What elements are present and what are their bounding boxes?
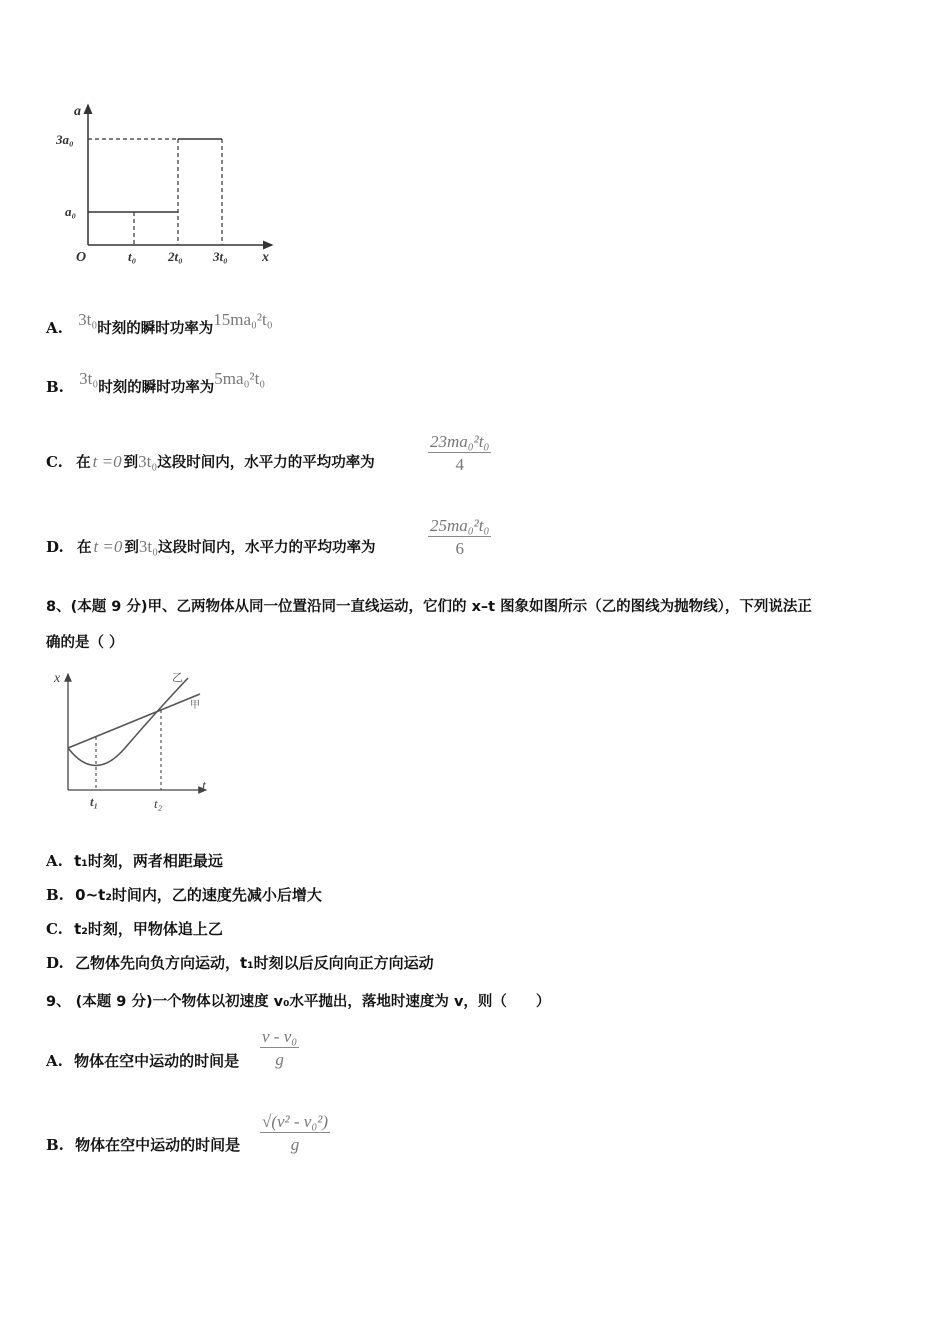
fraction-numerator: v - v₀ [262,1027,298,1046]
fraction-q9a [260,1027,299,1070]
prefix-text: 在 [76,540,92,556]
fraction-denominator: 6 [455,539,464,558]
x-axis-label: t [202,779,206,794]
option-letter: A. [46,319,63,337]
tick-t0: t₀ [128,249,137,264]
q9-option-b[interactable] [46,1135,240,1155]
q8-option-d[interactable] [46,953,434,973]
time-expr: 3t₀ [78,310,98,329]
label-jia: 甲 [190,700,200,711]
power-expr: 15ma₀²t₀ [213,310,273,329]
option-text: 0~t₂时间内，乙的速度先减小后增大 [75,886,322,904]
to-text: 到 [124,540,139,556]
tick-a0: a₀ [65,204,77,219]
q8-option-c[interactable] [46,919,223,939]
time-expr: 3t₀ [79,369,99,388]
fraction-q9b [260,1112,330,1155]
option-letter: C. [46,453,63,471]
xt-graph [50,668,220,813]
x-axis-label: x [262,250,269,265]
q8-option-a[interactable] [46,851,223,871]
q8-option-b[interactable] [46,885,322,905]
option-text: 时刻的瞬时功率为 [97,321,214,337]
q9-stem: 9、 (本题 9 分)一个物体以初速度 v₀水平抛出，落地时速度为 v，则（ ） [46,994,551,1010]
tick-3t0: 3t₀ [213,249,228,264]
option-letter: C. [46,920,63,938]
tick-3a0: 3a₀ [56,132,74,147]
fraction-denominator: g [290,1135,300,1154]
tick-t1: t₁ [90,794,99,809]
option-letter: B. [46,1136,64,1154]
origin-label: O [76,250,87,265]
fraction-c [428,432,491,475]
power-expr: 5ma₀²t₀ [214,369,266,388]
label-yi: 乙 [172,671,183,684]
option-text: t₂时刻，甲物体追上乙 [74,920,223,938]
t-equals-zero: t =0 [92,452,122,471]
line-jia [68,694,200,748]
q7-option-c[interactable] [46,452,375,473]
y-axis-label: x [54,671,61,686]
fraction-numerator: √(v² - v₀²) [262,1112,329,1131]
fraction-numerator: 23ma₀²t₀ [430,432,490,451]
option-text: 物体在空中运动的时间是 [74,1052,240,1070]
tick-2t0: 2t₀ [168,249,183,264]
option-letter: B. [46,378,64,396]
q8-stem-line2: 确的是（ ） [46,635,124,651]
q9-option-a[interactable] [46,1051,239,1071]
option-text: 时刻的瞬时功率为 [98,380,215,396]
q8-stem-line1: 8、(本题 9 分)甲、乙两物体从同一位置沿同一直线运动，它们的 x–t 图象如图所示（乙的图线为抛物线），下列说法正 [46,599,812,615]
option-letter: B. [46,886,64,904]
option-letter: A. [46,1052,63,1070]
to-text: 到 [123,455,139,471]
prefix-text: 在 [76,455,91,471]
option-letter: D. [46,538,64,556]
option-text: 乙物体先向负方向运动，t₁时刻以后反向向正方向运动 [74,954,434,972]
option-letter: D. [46,954,64,972]
option-text: 物体在空中运动的时间是 [75,1136,241,1154]
q7-option-d[interactable] [46,537,376,558]
fraction-denominator: 4 [455,455,464,474]
t-equals-zero: t =0 [93,537,123,556]
time-expr: 3t₀ [138,452,158,471]
option-letter: A. [46,852,63,870]
fraction-numerator: 25ma₀²t₀ [430,516,490,535]
option-text: t₁时刻，两者相距最远 [74,852,223,870]
fraction-d [428,516,491,559]
acceleration-graph [50,95,290,275]
time-expr: 3t₀ [138,537,159,556]
tick-t2: t₂ [154,796,163,811]
curve-yi [68,678,188,766]
q7-option-a[interactable] [46,310,273,339]
option-text: 这段时间内，水平力的平均功率为 [157,455,375,471]
y-axis-label: a [74,104,81,119]
q7-option-b[interactable] [46,369,266,398]
fraction-denominator: g [275,1050,284,1069]
option-text: 这段时间内，水平力的平均功率为 [158,540,376,556]
